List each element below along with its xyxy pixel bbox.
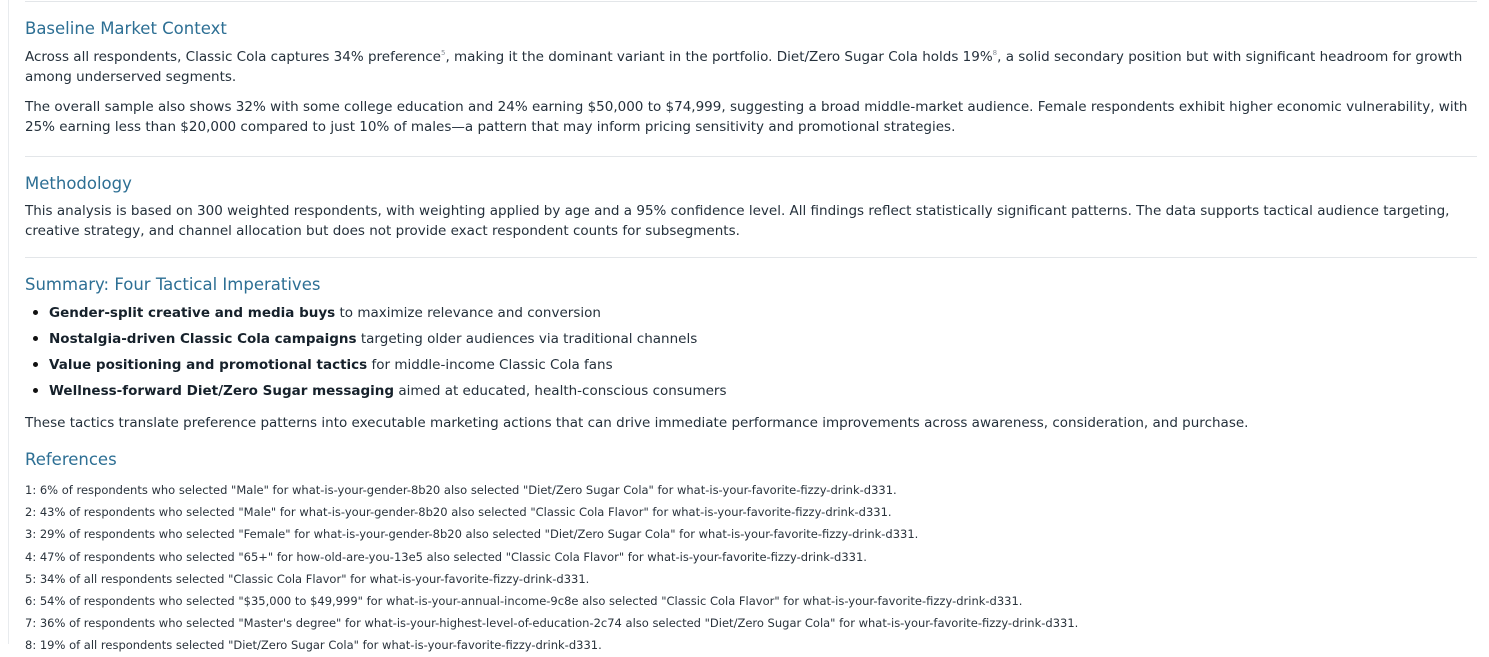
references-heading: References — [25, 450, 117, 469]
imperative-item — [49, 329, 1477, 355]
imperative-rest: aimed at educated, health-conscious consumers — [394, 383, 727, 399]
summary-heading: Summary: Four Tactical Imperatives — [25, 275, 321, 294]
reference-item: 2: 43% of respondents who selected "Male" for what-is-your-gender-8b20 also selected "Classic Cola Flavor" for what-is-your-favorite-fizzy-drink-d331. — [25, 505, 892, 520]
reference-item: 5: 34% of all respondents selected "Classic Cola Flavor" for what-is-your-favorite-fizzy-drink-d331. — [25, 571, 590, 586]
imperative-item — [49, 303, 1477, 329]
reference-item: 3: 29% of respondents who selected "Female" for what-is-your-gender-8b20 also selected "Diet/Zero Sugar Cola" for what-is-your-favorite-fizzy-drink-d331. — [25, 527, 919, 542]
imperative-bold: Gender-split creative and media buys — [49, 305, 336, 321]
reference-item: 1: 6% of respondents who selected "Male" for what-is-your-gender-8b20 also selected "Diet/Zero Sugar Cola" for what-is-your-favorite-fizzy-drink-d331. — [25, 483, 897, 497]
baseline-p1-text-c: , a solid secondary position but with significant headroom for growth among underserved segments. — [25, 49, 1463, 85]
citation-8[interactable]: 8 — [992, 49, 998, 57]
imperatives-list — [25, 303, 1477, 407]
summary-closing-paragraph: These tactics translate preference patterns into executable marketing actions that can drive immediate performance improvements across awareness, consideration, and purchase. — [25, 415, 1249, 431]
imperative-rest: to maximize relevance and conversion — [335, 305, 601, 321]
baseline-p1-text-b: , making it the dominant variant in the portfolio. Diet/Zero Sugar Cola holds 19% — [445, 49, 993, 65]
methodology-paragraph: This analysis is based on 300 weighted respondents, with weighting applied by age and a 95% confidence level. All findings reflect statistically significant patterns. The data supports tactical audience targeting, creative strategy, and channel allocation but does not provide exact respondent counts for subsegments. — [25, 203, 1450, 239]
baseline-section — [25, 2, 1477, 157]
imperative-bold: Value positioning and promotional tactics — [49, 357, 368, 373]
imperative-item — [49, 355, 1477, 381]
left-gutter-rule — [8, 0, 9, 644]
imperative-bold: Nostalgia-driven Classic Cola campaigns — [49, 331, 357, 347]
imperative-rest: for middle-income Classic Cola fans — [367, 357, 613, 373]
imperative-rest: targeting older audiences via traditional channels — [356, 331, 698, 347]
baseline-paragraph-2: The overall sample also shows 32% with some college education and 24% earning $50,000 to $74,999, suggesting a broad middle-market audience. Female respondents exhibit higher economic vulnerability, with 25% earning less than $20,000 compared to just 10% of males—a pattern that may inform pricing sensitivity and promotional strategies. — [25, 99, 1468, 135]
reference-item: 8: 19% of all respondents selected "Diet/Zero Sugar Cola" for what-is-your-favorite-fizzy-drink-d331. — [25, 638, 602, 653]
imperative-bold: Wellness-forward Diet/Zero Sugar messaging — [49, 383, 395, 399]
reference-item: 4: 47% of respondents who selected "65+" for how-old-are-you-13e5 also selected "Classic Cola Flavor" for what-is-your-favorite-fizzy-drink-d331. — [25, 549, 867, 564]
baseline-p1-text-a: Across all respondents, Classic Cola captures 34% preference — [25, 49, 441, 65]
reference-item: 7: 36% of respondents who selected "Master's degree" for what-is-your-highest-level-of-education-2c74 also selected "Diet/Zero Sugar Cola" for what-is-your-favorite-fizzy-drink-d331. — [25, 616, 1079, 631]
summary-section — [25, 258, 1477, 433]
references-section — [25, 433, 1477, 657]
imperative-item — [49, 381, 1477, 407]
citation-5[interactable]: 5 — [440, 49, 446, 57]
methodology-heading: Methodology — [25, 174, 132, 193]
methodology-section — [25, 157, 1477, 258]
reference-item: 6: 54% of respondents who selected "$35,000 to $49,999" for what-is-your-annual-income-9c8e also selected "Classic Cola Flavor" for what-is-your-favorite-fizzy-drink-d331. — [25, 594, 1023, 609]
report-content — [25, 0, 1477, 657]
baseline-paragraph-1 — [25, 47, 1477, 87]
references-list — [25, 479, 1477, 657]
baseline-heading: Baseline Market Context — [25, 19, 227, 38]
